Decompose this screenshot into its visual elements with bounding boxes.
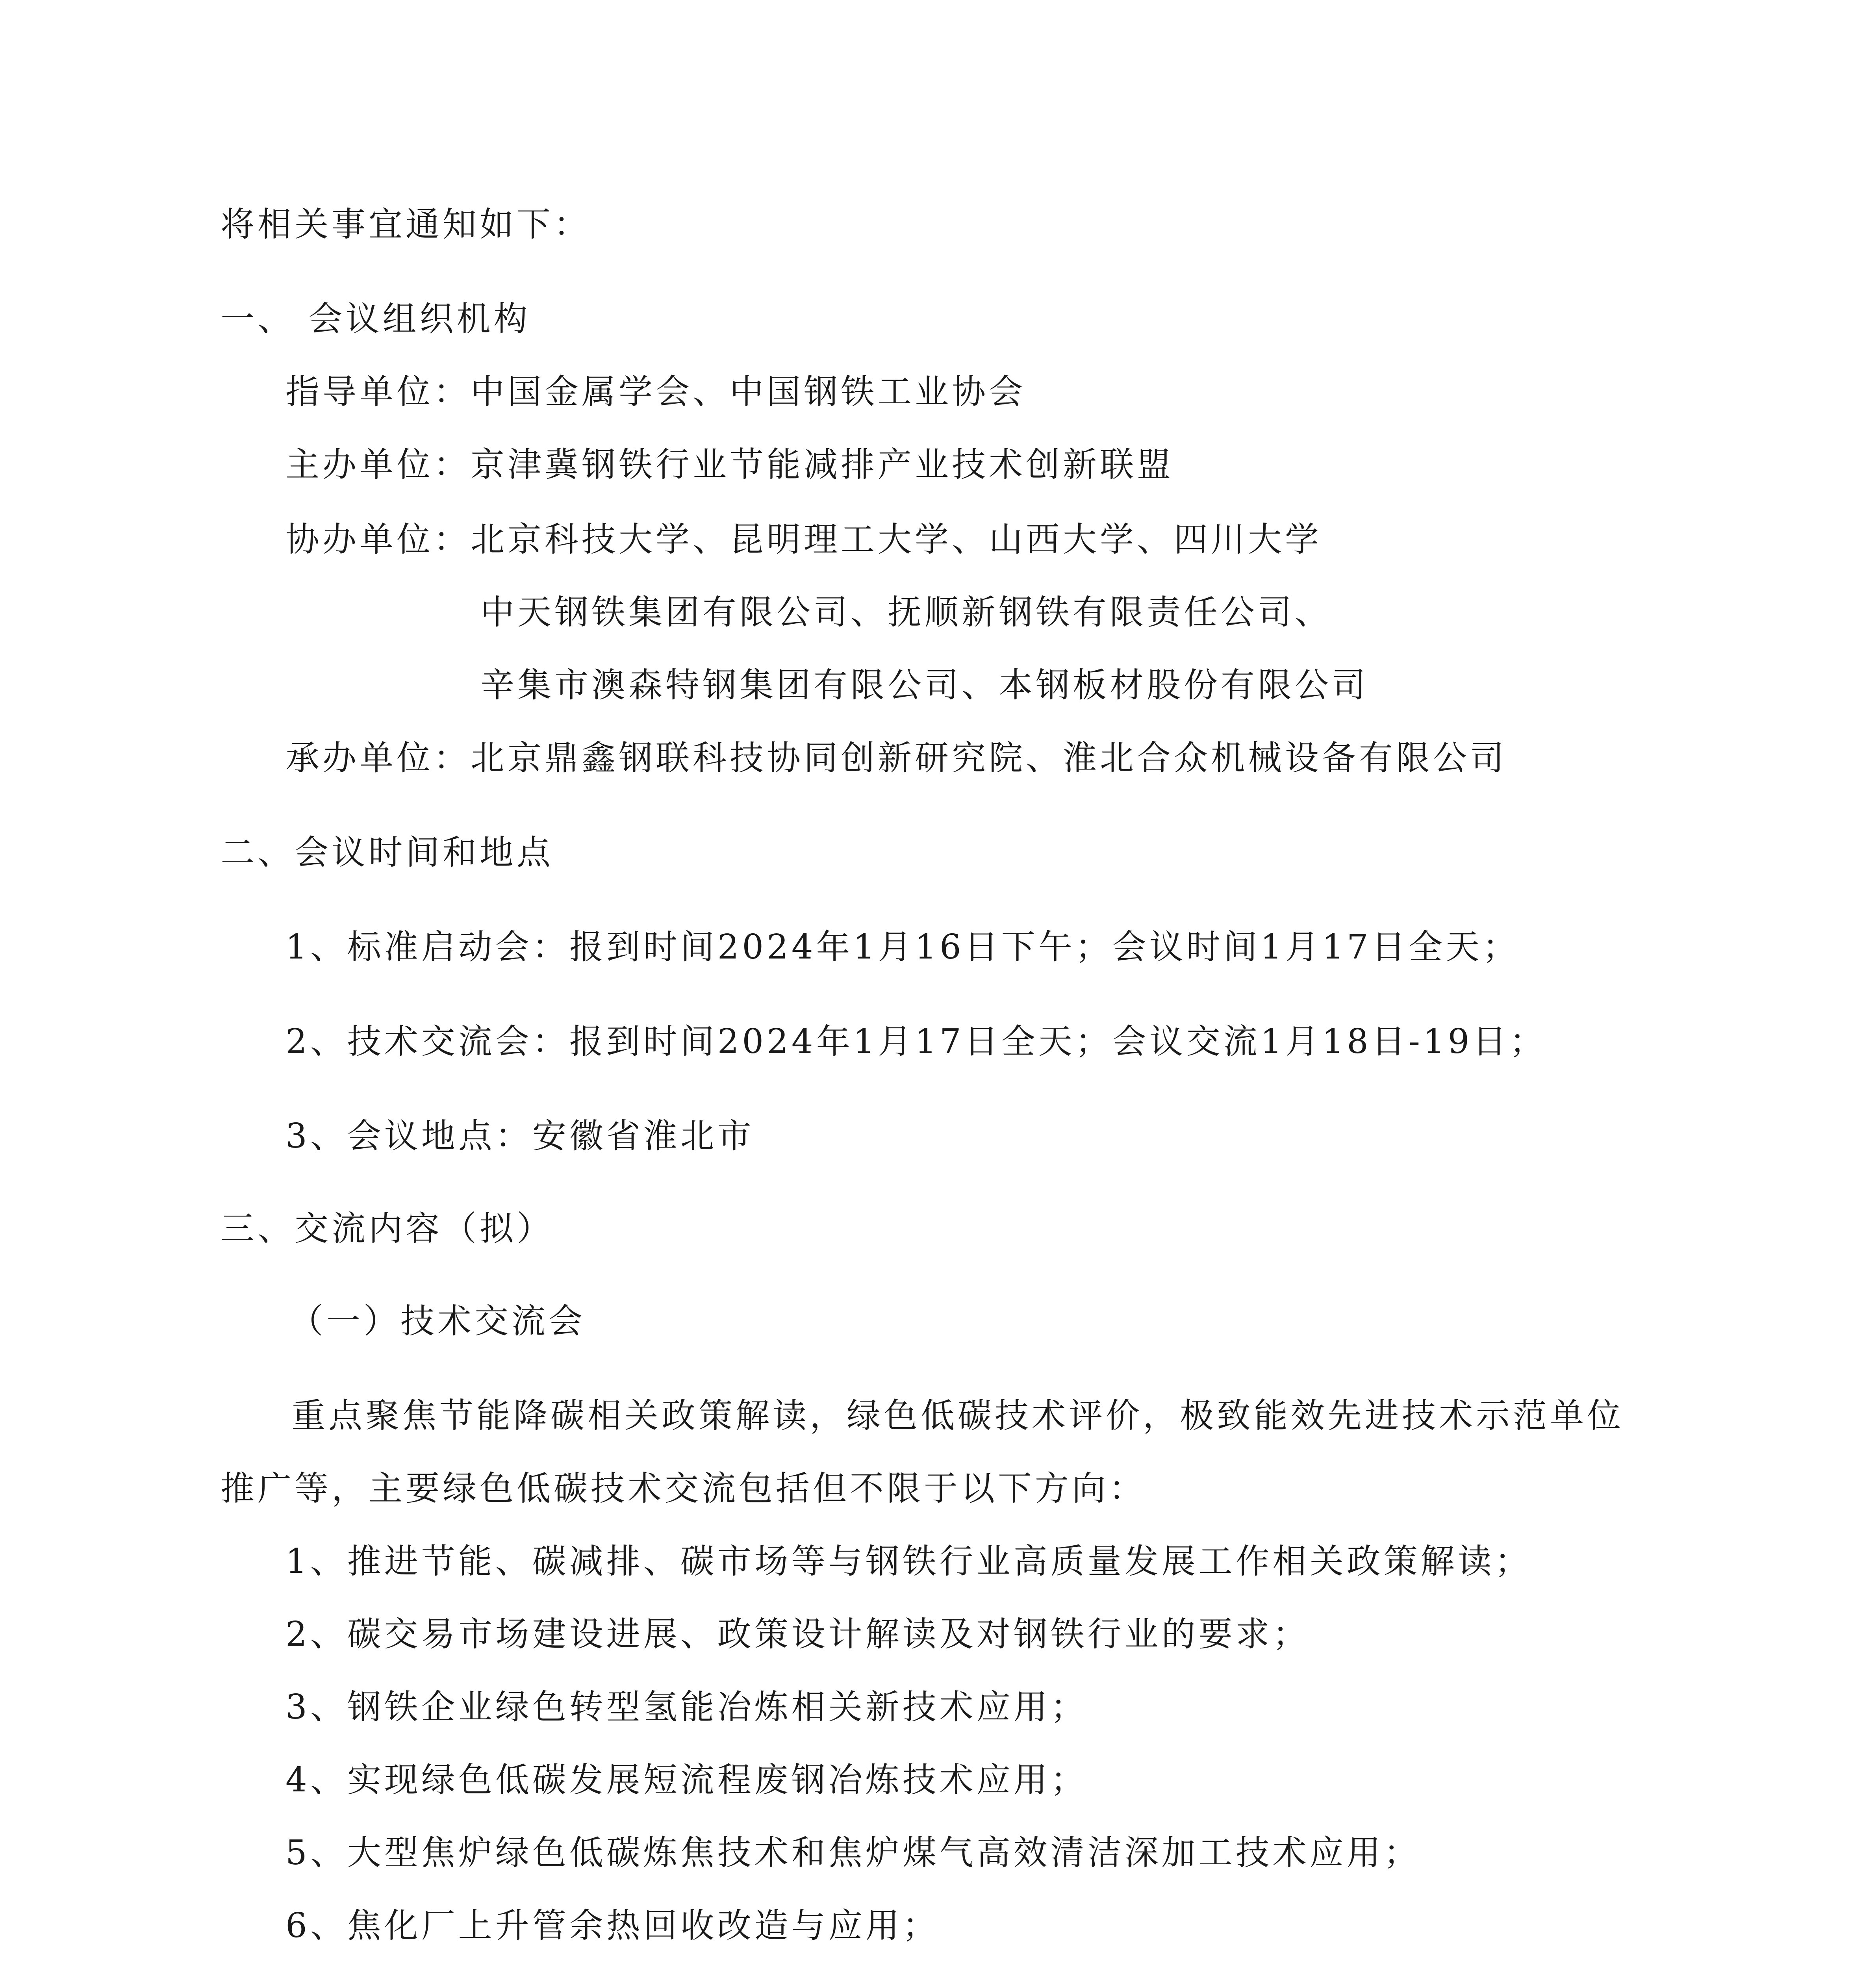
co-host-unit-line3: 辛集市澳森特钢集团有限公司、本钢板材股份有限公司 xyxy=(480,666,1369,705)
list-item: 2、碳交易市场建设进展、政策设计解读及对钢铁行业的要求； xyxy=(285,1615,1310,1654)
section3-paragraph-line1: 重点聚焦节能降碳相关政策解读，绿色低碳技术评价，极致能效先进技术示范单位 xyxy=(291,1396,1624,1435)
section2-item1: 1、标准启动会：报到时间2024年1月16日下午；会议时间1月17日全天； xyxy=(285,927,1520,967)
list-item: 4、实现绿色低碳发展短流程废钢冶炼技术应用； xyxy=(285,1760,1088,1800)
list-item: 5、大型焦炉绿色低碳炼焦技术和焦炉煤气高效清洁深加工技术应用； xyxy=(285,1833,1421,1873)
section2-item3: 3、会议地点：安徽省淮北市 xyxy=(285,1116,754,1156)
section2-heading: 二、会议时间和地点 xyxy=(221,833,554,872)
section2-item2: 2、技术交流会：报到时间2024年1月17日全天；会议交流1月18日-19日； xyxy=(285,1022,1547,1061)
guide-unit: 指导单位：中国金属学会、中国钢铁工业协会 xyxy=(285,372,1026,412)
list-item: 6、焦化厂上升管余热回收改造与应用； xyxy=(285,1906,940,1945)
list-item: 3、钢铁企业绿色转型氢能冶炼相关新技术应用； xyxy=(285,1687,1088,1727)
organizer-unit: 承办单位：北京鼎鑫钢联科技协同创新研究院、淮北合众机械设备有限公司 xyxy=(285,738,1507,778)
co-host-unit-line2: 中天钢铁集团有限公司、抚顺新钢铁有限责任公司、 xyxy=(480,593,1332,632)
intro-text: 将相关事宜通知如下： xyxy=(221,205,591,244)
section3-paragraph-line2: 推广等，主要绿色低碳技术交流包括但不限于以下方向： xyxy=(221,1469,1146,1508)
co-host-unit-line1: 协办单位：北京科技大学、昆明理工大学、山西大学、四川大学 xyxy=(285,520,1322,559)
list-item: 1、推进节能、碳减排、碳市场等与钢铁行业高质量发展工作相关政策解读； xyxy=(285,1542,1532,1581)
host-unit: 主办单位：京津冀钢铁行业节能减排产业技术创新联盟 xyxy=(285,445,1174,484)
section1-heading: 一、 会议组织机构 xyxy=(221,299,531,339)
section3-subheading: （一）技术交流会 xyxy=(289,1302,586,1341)
section3-heading: 三、交流内容（拟） xyxy=(221,1209,554,1248)
